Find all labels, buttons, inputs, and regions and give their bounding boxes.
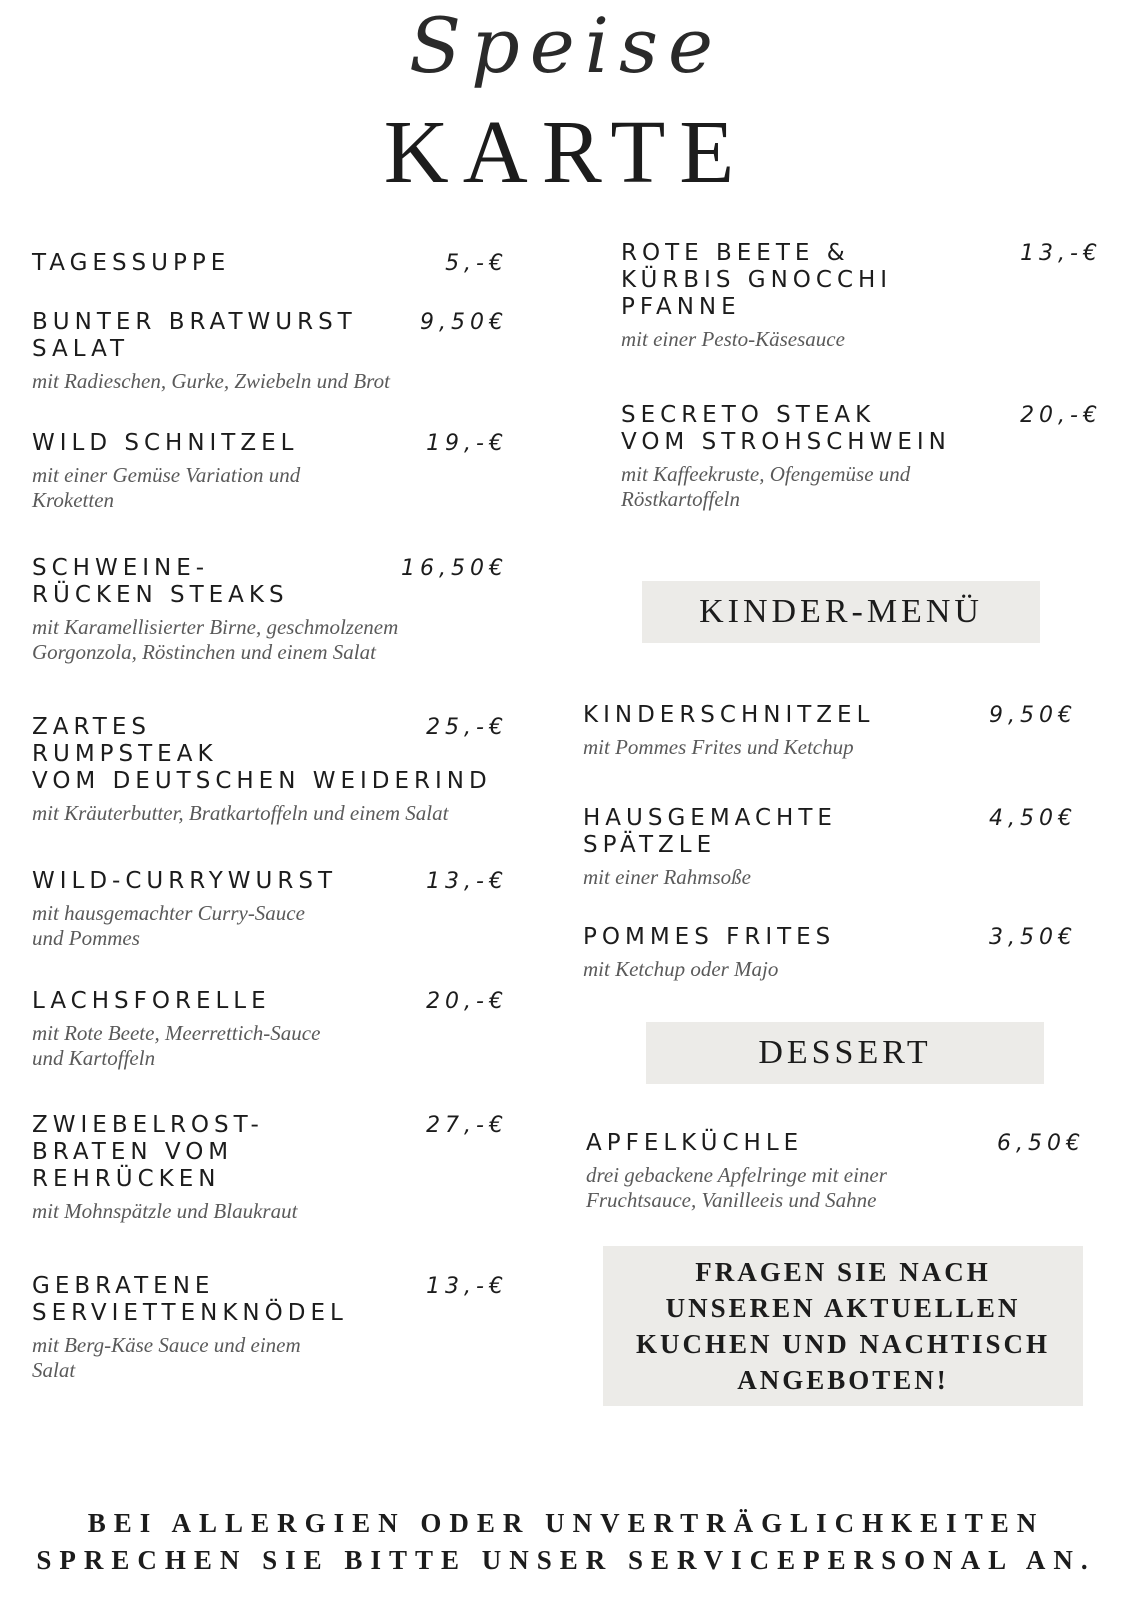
menu-item-name-line: SPÄTZLE [583, 832, 717, 858]
menu-item-description [32, 1199, 508, 1224]
menu-item-description-line: mit einer Rahmsoße [583, 865, 751, 889]
menu-item [586, 1130, 1085, 1213]
menu-item-description-line: mit Radieschen, Gurke, Zwiebeln und Brot [32, 369, 390, 393]
menu-item-name-line: KÜRBIS GNOCCHI [621, 267, 893, 293]
menu-item-description [621, 462, 1102, 512]
menu-item-name-line: WILD-CURRYWURST [32, 868, 337, 894]
menu-item-description-line: mit einer Gemüse Variation und [32, 463, 301, 487]
menu-item-name [32, 250, 508, 277]
menu-item [583, 924, 1077, 982]
menu-item-description-line: mit Rote Beete, Meerrettich-Sauce [32, 1021, 321, 1045]
menu-item-name-line: RÜCKEN STEAKS [32, 582, 289, 608]
menu-item-description [586, 1163, 1085, 1213]
menu-item-name-line: WILD SCHNITZEL [32, 430, 299, 456]
menu-item-description [583, 865, 1077, 890]
menu-item-description-line: mit Karamellisierter Birne, geschmolzenem [32, 615, 399, 639]
menu-item-description-line: Gorgonzola, Röstinchen und einem Salat [32, 640, 376, 664]
menu-item-name-line: VOM DEUTSCHEN WEIDERIND [32, 768, 492, 794]
dessert-inquiry-note [603, 1246, 1083, 1406]
menu-item-description-line: mit hausgemachter Curry-Sauce [32, 901, 305, 925]
menu-item [32, 555, 508, 665]
menu-item-description [32, 901, 508, 951]
menu-item [32, 430, 508, 513]
menu-item-price: 3,50€ [989, 925, 1077, 950]
menu-item-description-line: drei gebackene Apfelringe mit einer [586, 1163, 887, 1187]
menu-item-description [621, 327, 1102, 352]
menu-item-name-line: KINDERSCHNITZEL [583, 702, 875, 728]
script-title: Speise [409, 1, 723, 90]
note-line: ANGEBOTEN! [737, 1365, 949, 1395]
menu-item-name-line: SECRETO STEAK [621, 402, 876, 428]
menu-item-description-line: mit Ketchup oder Majo [583, 957, 779, 981]
menu-item [32, 988, 508, 1071]
menu-item [32, 309, 508, 394]
menu-item-name-line: BUNTER BRATWURST [32, 309, 357, 335]
menu-item-name-line: ZWIEBELROST- [32, 1112, 264, 1138]
menu-item-name-line: SCHWEINE- [32, 555, 210, 581]
menu-item [621, 402, 1102, 512]
menu-item-description-line: mit Kräuterbutter, Bratkartoffeln und einem Salat [32, 801, 449, 825]
menu-item [583, 805, 1077, 890]
menu-item-price: 20,-€ [426, 989, 508, 1014]
menu-item-price: 13,-€ [426, 869, 508, 894]
menu-item [583, 702, 1077, 760]
main-title: KARTE [383, 103, 749, 202]
menu-item-price: 25,-€ [426, 715, 508, 740]
footer-line: BEI ALLERGIEN ODER UNVERTRÄGLICHKEITEN [87, 1508, 1045, 1538]
menu-item-price: 13,-€ [1020, 241, 1102, 266]
menu-item-name-line: LACHSFORELLE [32, 988, 271, 1014]
menu-item-name-line: SALAT [32, 336, 130, 362]
menu-item-description [32, 1021, 508, 1071]
menu-item-price: 9,50€ [989, 703, 1077, 728]
menu-item-description-line: und Pommes [32, 926, 140, 950]
allergy-footer [0, 1505, 1132, 1579]
menu-item-name-line: ROTE BEETE & [621, 240, 850, 266]
note-line: UNSEREN AKTUELLEN [665, 1293, 1021, 1323]
menu-item-price: 16,50€ [401, 556, 508, 581]
menu-item-description [32, 463, 508, 513]
footer-line: SPRECHEN SIE BITTE UNSER SERVICEPERSONAL AN. [36, 1545, 1096, 1575]
menu-item [32, 250, 508, 277]
menu-item-price: 4,50€ [989, 806, 1077, 831]
menu-item-name-line: ZARTES [32, 714, 151, 740]
menu-item-price: 13,-€ [426, 1274, 508, 1299]
note-line: FRAGEN SIE NACH [695, 1257, 991, 1287]
menu-item-price: 20,-€ [1020, 403, 1102, 428]
menu-item-name-line: SERVIETTENKNÖDEL [32, 1300, 348, 1326]
menu-item-name-line: BRATEN VOM [32, 1139, 234, 1165]
menu-item [32, 1112, 508, 1224]
menu-item-description-line: Röstkartoffeln [621, 487, 740, 511]
menu-item [32, 714, 508, 826]
menu-item-description-line: mit Kaffeekruste, Ofengemüse und [621, 462, 911, 486]
menu-item-description-line: mit Pommes Frites und Ketchup [583, 735, 854, 759]
menu-item-price: 6,50€ [997, 1131, 1085, 1156]
menu-header [0, 0, 1132, 210]
menu-item [32, 1273, 508, 1383]
note-line: KUCHEN UND NACHTISCH [635, 1329, 1051, 1359]
menu-item-description-line: und Kartoffeln [32, 1046, 156, 1070]
dessert-heading: DESSERT [646, 1022, 1044, 1084]
menu-item-description-line: mit Mohnspätzle und Blaukraut [32, 1199, 298, 1223]
menu-item-description-line: Kroketten [32, 488, 115, 512]
menu-item-description-line: Fruchtsauce, Vanilleeis und Sahne [586, 1188, 877, 1212]
menu-item-description [32, 615, 508, 665]
menu-item-description-line: Salat [32, 1358, 76, 1382]
menu-item-name-line: HAUSGEMACHTE [583, 805, 837, 831]
menu-item-name-line: TAGESSUPPE [32, 250, 231, 276]
menu-item-price: 19,-€ [426, 431, 508, 456]
menu-item-price: 27,-€ [426, 1113, 508, 1138]
menu-item-name-line: REHRÜCKEN [32, 1166, 221, 1192]
menu-item-price: 5,-€ [445, 251, 508, 276]
menu-item-description [32, 801, 508, 826]
menu-item [621, 240, 1102, 352]
menu-item-name-line: PFANNE [621, 294, 741, 320]
menu-item-description [32, 369, 508, 394]
menu-item-name-line: RUMPSTEAK [32, 741, 218, 767]
menu-item-name-line: VOM STROHSCHWEIN [621, 429, 951, 455]
kids-menu-heading: KINDER-MENÜ [642, 581, 1040, 643]
menu-item-description [583, 735, 1077, 760]
menu-item-name-line: GEBRATENE [32, 1273, 215, 1299]
menu-item-name-line: APFELKÜCHLE [586, 1130, 804, 1156]
menu-item [32, 868, 508, 951]
menu-item-description [583, 957, 1077, 982]
menu-item-price: 9,50€ [420, 310, 508, 335]
menu-item-name-line: POMMES FRITES [583, 924, 836, 950]
menu-item-description [32, 1333, 508, 1383]
menu-item-description-line: mit einer Pesto-Käsesauce [621, 327, 845, 351]
menu-item-description-line: mit Berg-Käse Sauce und einem [32, 1333, 301, 1357]
